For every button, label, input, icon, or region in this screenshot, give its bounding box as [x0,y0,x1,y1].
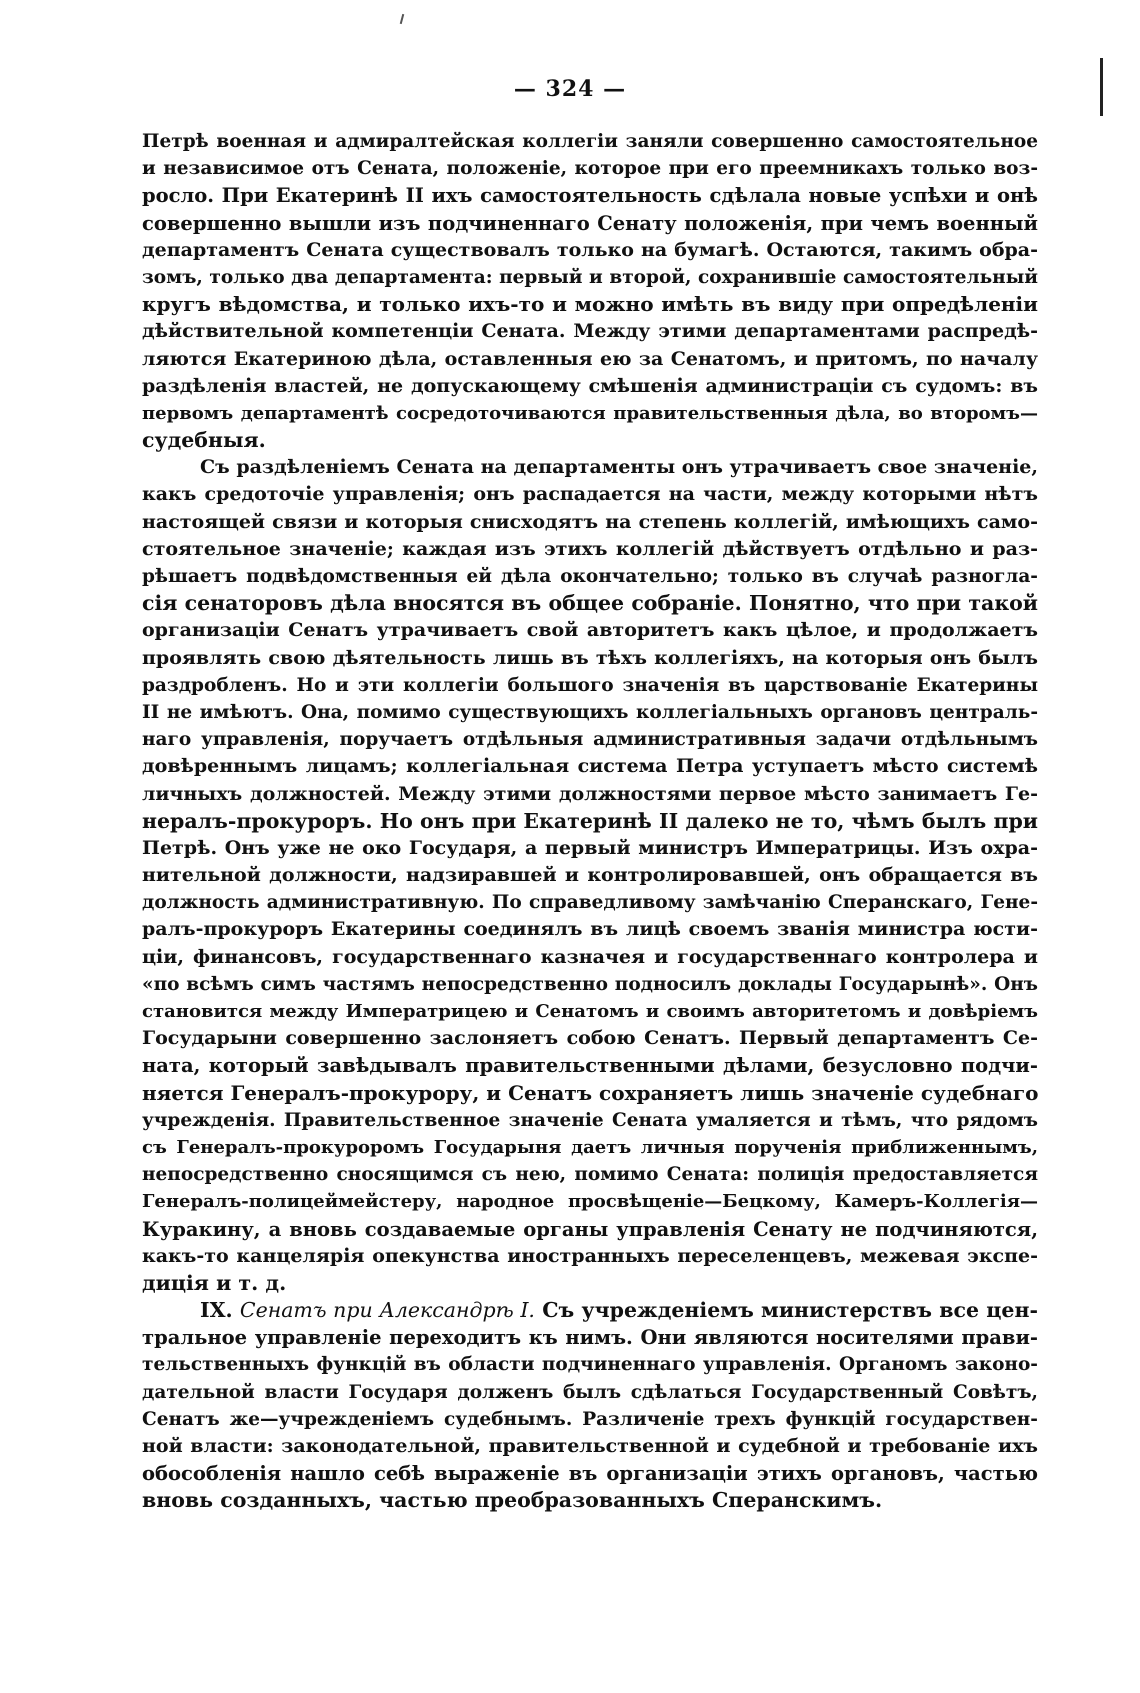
text-line: непосредственно сносящимся съ нею, помимо Сената: полиція предоставляется [142,1164,1038,1186]
text-line: Петрѣ. Онъ уже не око Государя, а первый министръ Императрицы. Изъ охра- [142,836,1038,859]
text-line: ной власти: законодательной, правительственной и судебной и требованіе ихъ [142,1435,1038,1457]
text-line: личныхъ должностей. Между этими должностями первое мѣсто занимаетъ Ге- [142,782,1038,805]
text-line: рѣшаетъ подвѣдомственныя ей дѣла окончательно; только въ случаѣ разногла- [142,566,1038,587]
text-line: Генералъ-полицеймейстеру, народное просвѣщеніе—Бецкому, Камеръ-Коллегія— [142,1191,1038,1213]
text-line: II не имѣютъ. Она, помимо существующихъ коллегіальныхъ органовъ централь- [142,701,1038,723]
section-heading: Сенатъ при Александрѣ I. [239,1298,535,1323]
text-line: нительной должности, надзиравшей и контролировавшей, онъ обращается въ [142,864,1038,887]
text-line: ната, который завѣдывалъ правительственными дѣлами, безусловно подчи- [142,1054,1038,1078]
text-line: зомъ, только два департамента: первый и второй, сохранившіе самостоятельный [142,266,1038,288]
text-line: проявлять свою дѣятельность лишь въ тѣхъ коллегіяхъ, на которыя онъ былъ [142,646,1038,669]
section-heading-line [142,1297,1038,1324]
text-line: Съ учрежденіемъ министерствъ все цен- [534,1298,1038,1323]
text-line: ралъ-прокуроръ Екатерины соединялъ въ лицѣ своемъ званія министра юсти- [142,918,1038,941]
text-line: какъ-то канцелярія опекунства иностранныхъ переселенцевъ, межевая экспе- [142,1244,1038,1267]
text-line: няется Генералъ-прокурору, и Сенатъ сохраняетъ лишь значеніе судебнаго [142,1080,1039,1105]
text-line: ціи, финансовъ, государственнаго казначея и государственнаго контролера и [142,945,1038,968]
text-line: кругъ вѣдомства, и только ихъ-то и можно имѣть въ виду при опредѣленіи [142,292,1038,317]
text-line: сія сенаторовъ дѣла вносятся въ общее собраніе. Понятно, что при такой [142,591,1038,616]
text-line: Куракину, а вновь создаваемые органы управленія Сенату не подчиняются, [142,1217,1038,1241]
text-line: дѣйствительной компетенціи Сената. Между этими департаментами распредѣ- [142,320,1038,343]
text-line: обособленія нашло себѣ выраженіе въ организаціи этихъ органовъ, частью [142,1462,1038,1486]
text-line: тральное управленіе переходитъ къ нимъ. Они являются носителями прави- [142,1326,1038,1350]
text-line: и независимое отъ Сената, положеніе, которое при его преемникахъ только воз- [142,158,1038,180]
stray-mark [400,14,405,24]
text-line: должность административную. По справедливому замѣчанію Сперанскаго, Гене- [142,892,1038,914]
section-number: IX. [200,1298,240,1323]
text-line: вновь созданныхъ, частью преобразованныхъ Сперанскимъ. [142,1488,883,1513]
text-line: раздробленъ. Но и эти коллегіи большого значенія въ царствованіе Екатерины [142,674,1038,696]
text-line: тельственныхъ функцій въ области подчиненнаго управленія. Органомъ законо- [142,1354,1038,1376]
text-line: департаментъ Сената существовалъ только на бумагѣ. Остаются, такимъ обра- [142,238,1038,261]
text-line: первомъ департаментѣ сосредоточиваются правительственныя дѣла, во второмъ— [142,402,1038,424]
text-line: ляются Екатериною дѣла, оставленныя ею за Сенатомъ, и притомъ, по началу [142,347,1038,370]
text-line: съ Генералъ-прокуроромъ Государыня даетъ личныя порученія приближеннымъ, [142,1136,1038,1158]
text-line: учрежденія. Правительственное значеніе Сената умаляется и тѣмъ, что рядомъ [142,1109,1038,1131]
text-line: наго управленія, поручаетъ отдѣльныя административныя задачи отдѣльнымъ [142,729,1038,751]
text-line: становится между Императрицею и Сенатомъ и своимъ авторитетомъ и довѣріемъ [142,1001,1038,1022]
text-line: Петрѣ военная и адмиралтейская коллегіи заняли совершенно самостоятельное [142,131,1038,152]
page-number: — 324 — [513,76,627,102]
text-line: дательной власти Государя долженъ былъ сдѣлаться Государственный Совѣтъ, [142,1381,1038,1403]
text-line: настоящей связи и которыя снисходятъ на степень коллегій, имѣющихъ само- [142,510,1038,533]
text-line: совершенно вышли изъ подчиненнаго Сенату положенія, при чемъ военный [142,211,1038,235]
text-line: Сенатъ же—учрежденіемъ судебнымъ. Различеніе трехъ функцій государствен- [142,1408,1038,1430]
text-line: нералъ-прокуроръ. Но онъ при Екатеринѣ II далеко не то, чѣмъ былъ при [142,808,1038,833]
text-body [142,128,1038,1515]
text-line: диція и т. д. [142,1270,287,1295]
text-line: Государыни совершенно заслоняетъ собою Сенатъ. Первый департаментъ Се- [142,1027,1038,1050]
text-line: судебныя. [142,428,266,453]
text-line: организаціи Сенатъ утрачиваетъ свой авторитетъ какъ цѣлое, и продолжаетъ [142,619,1038,642]
text-line: раздѣленія властей, не допускающему смѣшенія администраціи съ судомъ: въ [142,374,1038,397]
text-line: росло. При Екатеринѣ II ихъ самостоятельность сдѣлала новые успѣхи и онѣ [142,184,1038,208]
text-line: Съ раздѣленіемъ Сената на департаменты онъ утрачиваетъ свое значеніе, [200,456,1038,479]
text-line: стоятельное значеніе; каждая изъ этихъ коллегій дѣйствуетъ отдѣльно и раз- [142,537,1038,560]
text-line: довѣреннымъ лицамъ; коллегіальная система Петра уступаетъ мѣсто системѣ [142,755,1038,778]
text-line: какъ средоточіе управленія; онъ распадается на части, между которыми нѣтъ [142,483,1038,506]
text-line: «по всѣмъ симъ частямъ непосредственно подносилъ доклады Государынѣ». Онъ [142,973,1038,995]
